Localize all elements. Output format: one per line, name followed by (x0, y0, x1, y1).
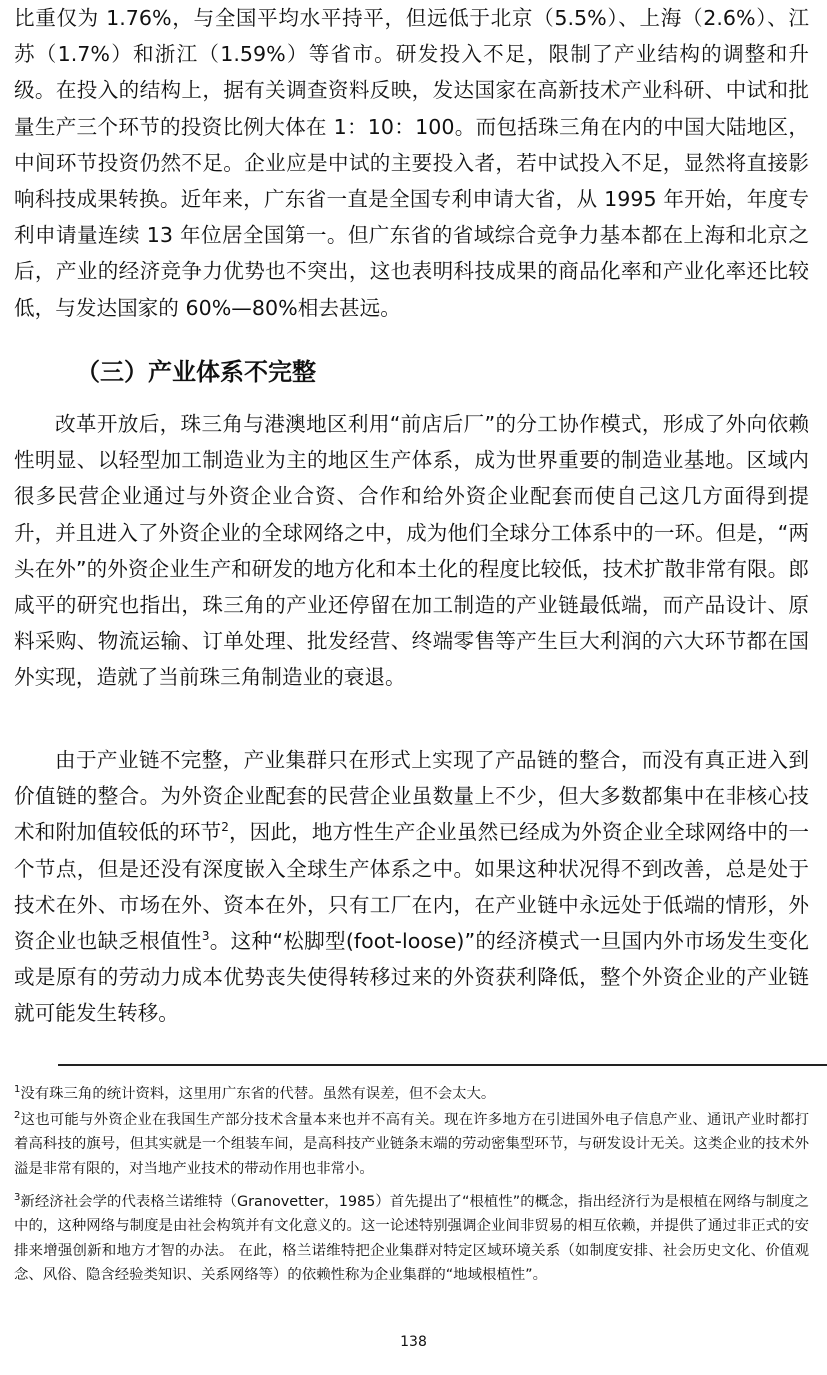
page-number: 138 (400, 1334, 427, 1350)
footnote-divider (58, 1064, 827, 1066)
paragraph-text: 。这种“松脚型(foot-loose)”的经济模式一旦国内外市场发生变化或是原有的劳动力成本优势丧失使得转移过来的外资获利降低，整个外资企业的产业链就可能发生转移。 (14, 929, 809, 1026)
paragraph-text: ，因此，地方性生产企业虽然已经成为外资企业全球网络中的一个节点，但是还没有深度嵌入全球生产体系之中。如果这种状况得不到改善，总是处于技术在外、市场在外、资本在外，只有工厂在内，在产业链中永远处于低端的情形，外资企业也缺乏根值性 (14, 820, 809, 954)
footnote-text: 这也可能与外资企业在我国生产部分技术含量本来也并不高有关。现在许多地方在引进国外电子信息产业、通讯产业时都打着高科技的旗号，但其实就是一个组装车间，是高科技产业链条末端的劳动密集型环节，与研发设计无关。这类企业的技术外溢是非常有限的，对当地产业技术的带动作用也非常小。 (14, 1112, 809, 1177)
footnote-reference[interactable]: 3 (201, 929, 210, 944)
footnote (14, 1082, 809, 1106)
footnote-marker: 3 (14, 1192, 21, 1204)
footnote-text: 没有珠三角的统计资料，这里用广东省的代替。虽然有误差，但不会太大。 (20, 1086, 496, 1102)
body-paragraph: 比重仅为 1.76%，与全国平均水平持平，但远低于北京（5.5%）、上海（2.6%）、江苏（1.7%）和浙江（1.59%）等省市。研发投入不足，限制了产业结构的调整和升级。在投入的结构上，据有关调查资料反映，发达国家在高新技术产业科研、中试和批量生产三个环节的投资比例大体在 1：10：100。而包括珠三角在内的中国大陆地区，中间环节投资仍然不足。企业应是中试的主要投入者，若中试投入不足，显然将直接影响科技成果转换。近年来，广东省一直是全国专利申请大省，从 1995 年开始，年度专利申请量连续 13 年位居全国第一。但广东省的省域综合竞争力基本都在上海和北京之后，产业的经济竞争力优势也不突出，这也表明科技成果的商品化率和产业化率还比较低，与发达国家的 60%—80%相去甚远。 (14, 6, 809, 320)
footnote-marker: 2 (14, 1110, 21, 1122)
section-heading: （三）产业体系不完整 (76, 358, 316, 386)
footnote (14, 1108, 809, 1181)
footnote-reference[interactable]: 2 (221, 820, 229, 835)
body-paragraph: 改革开放后，珠三角与港澳地区利用“前店后厂”的分工协作模式，形成了外向依赖性明显、以轻型加工制造业为主的地区生产体系，成为世界重要的制造业基地。区域内很多民营企业通过与外资企业合资、合作和给外资企业配套而使自己这几方面得到提升，并且进入了外资企业的全球网络之中，成为他们全球分工体系中的一环。但是，“两头在外”的外资企业生产和研发的地方化和本土化的程度比较低，技术扩散非常有限。郎咸平的研究也指出，珠三角的产业还停留在加工制造的产业链最低端，而产品设计、原料采购、物流运输、订单处理、批发经营、终端零售等产生巨大利润的六大环节都在国外实现，造就了当前珠三角制造业的衰退。 (14, 412, 809, 690)
footnote (14, 1190, 809, 1288)
body-paragraph (14, 742, 809, 1032)
paragraph-text: 由于产业链不完整，产业集群只在形式上实现了产品链的整合，而没有真正进入到价值链的整合。为外资企业配套的民营企业虽数量上不少，但大多数都集中在非核心技术和附加值较低的环节 (14, 748, 809, 845)
footnote-marker: 1 (14, 1084, 21, 1096)
footnote-text: 新经济社会学的代表格兰诺维特（Granovetter，1985）首先提出了“根植性”的概念，指出经济行为是根植在网络与制度之中的，这种网络与制度是由社会构筑并有文化意义的。这一论述特别强调企业间非贸易的相互依赖，并提供了通过非正式的安排来增强创新和地方才智的办法。 在此，格兰诺维特把企业集群对特定区域环境关系（如制度安排、社会历史文化、价值观念、风俗、隐含经验类知识、关系网络等）的依赖性称为企业集群的“地域根植性”。 (14, 1194, 809, 1284)
